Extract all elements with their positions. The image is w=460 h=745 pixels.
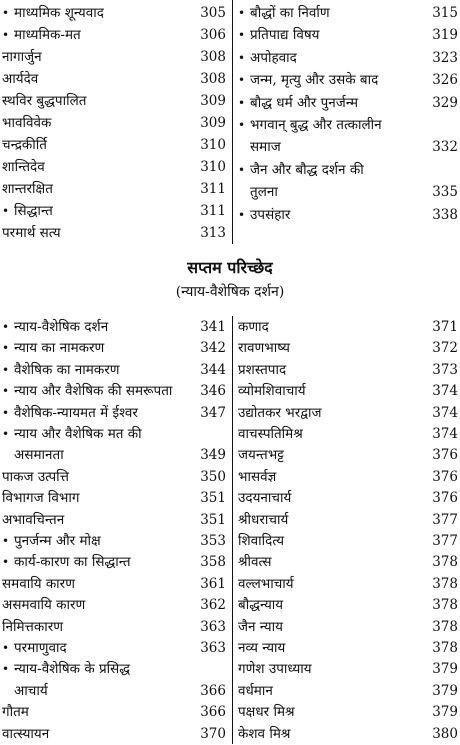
toc-entry-page: 379 (432, 704, 458, 721)
toc-entry (238, 114, 458, 136)
toc-entry-title: परमार्थ सत्य (2, 225, 61, 241)
toc-entry-title: गणेश उपाध्याय (238, 661, 312, 678)
toc-entry-page: 362 (200, 597, 226, 614)
toc-entry-title: कार्य-कारण का सिद्धान्त (14, 554, 131, 571)
toc-entry-page: 372 (432, 340, 458, 357)
toc-entry-page: 378 (432, 554, 458, 571)
toc-entry (250, 136, 458, 158)
toc-entry (2, 402, 226, 424)
toc-entry (2, 359, 226, 381)
toc-entry-title: भावविवेक (2, 115, 52, 131)
toc-entry (2, 156, 226, 178)
toc-entry-title: कणाद (238, 319, 269, 335)
column-divider-top (232, 0, 233, 244)
toc-entry-page: 376 (432, 447, 458, 464)
bullet-icon: • (2, 28, 10, 42)
toc-entry-page: 350 (200, 468, 226, 485)
toc-entry-page: 332 (432, 139, 458, 156)
toc-entry (2, 723, 226, 745)
toc-entry-title: असमवायि कारण (2, 597, 86, 614)
toc-entry (238, 69, 458, 91)
toc-entry (238, 24, 458, 46)
toc-entry-page: 319 (432, 27, 458, 44)
toc-entry-page: 361 (200, 575, 226, 592)
toc-entry-title: अभावचिन्तन (2, 511, 65, 528)
toc-entry (238, 487, 458, 509)
bullet-icon: • (238, 207, 246, 222)
toc-entry-page: 370 (200, 725, 226, 742)
bullet-icon: • (2, 320, 10, 334)
toc-entry-title: श्रीधराचार्य (238, 511, 289, 528)
toc-entry-title: उदयनाचार्य (238, 490, 292, 507)
toc-entry-title: जयन्तभट्ट (238, 447, 284, 464)
toc-entry-page: 379 (432, 661, 458, 678)
toc-entry (2, 701, 226, 723)
toc-entry (250, 181, 458, 203)
toc-entry-page: 376 (432, 490, 458, 507)
toc-entry-title: शिवादित्य (238, 533, 285, 549)
toc-entry-page: 308 (200, 49, 226, 65)
toc-entry-title: आचार्य (14, 682, 48, 699)
toc-entry-page: 335 (432, 184, 458, 201)
toc-entry-title: जैन न्याय (238, 618, 283, 635)
toc-entry (238, 616, 458, 638)
toc-entry (2, 178, 226, 200)
bullet-icon: • (238, 28, 246, 43)
toc-entry-title: वैशेषिक-न्यायमत में ईश्वर (14, 404, 138, 421)
bullet-icon: • (2, 405, 10, 420)
toc-entry-title: चन्द्रकीर्ति (2, 137, 47, 153)
toc-entry (2, 337, 226, 359)
toc-entry-page: 326 (432, 72, 458, 89)
toc-entry-page: 378 (432, 618, 458, 635)
toc-entry (238, 701, 458, 723)
toc-entry (2, 24, 226, 46)
toc-entry-title: प्रतिपाद्य विषय (250, 27, 320, 44)
toc-entry-title: श्रीवत्स (238, 554, 272, 571)
bullet-icon: • (2, 341, 10, 356)
bullet-icon: • (2, 384, 10, 399)
toc-entry (2, 509, 226, 531)
toc-entry-page: 353 (200, 533, 226, 549)
toc-entry (238, 444, 458, 466)
toc-entry (238, 316, 458, 338)
toc-entry (238, 573, 458, 595)
toc-entry (238, 159, 458, 181)
toc-entry-title: गौतम (2, 704, 29, 721)
toc-entry (238, 337, 458, 359)
toc-entry-title: वर्धमान (238, 682, 273, 699)
toc-entry-page: 351 (200, 511, 226, 528)
toc-entry-title: शान्तरक्षित (2, 181, 53, 197)
toc-entry (238, 2, 458, 24)
toc-entry-page: 309 (200, 93, 226, 109)
toc-entry-page: 346 (200, 383, 226, 400)
toc-entry-title: अपोहवाद (250, 49, 297, 66)
bullet-icon: • (238, 162, 246, 177)
toc-entry-page: 380 (432, 725, 458, 742)
toc-entry-title: शान्तिदेव (2, 159, 45, 175)
toc-entry-title: पक्षधर मिश्र (238, 704, 295, 721)
toc-entry-page: 308 (200, 71, 226, 87)
toc-entry (238, 551, 458, 573)
toc-entry-page: 305 (200, 5, 226, 21)
column-divider-bottom (232, 316, 233, 744)
toc-entry-page: 306 (200, 27, 226, 43)
toc-entry-title: स्थविर बुद्धपालित (2, 93, 87, 109)
bullet-icon: • (238, 118, 246, 132)
toc-entry-page: 309 (200, 115, 226, 131)
toc-entry-page: 338 (432, 206, 458, 223)
bullet-icon: • (238, 73, 246, 88)
bullet-icon: • (2, 662, 10, 677)
toc-entry-page: 363 (200, 618, 226, 635)
toc-entry-page: 378 (432, 597, 458, 614)
bullet-icon: • (238, 6, 246, 20)
bullet-icon: • (238, 95, 246, 110)
bullet-icon: • (238, 50, 246, 65)
toc-entry (238, 466, 458, 488)
toc-entry (238, 380, 458, 402)
toc-entry-title: समवायि कारण (2, 575, 75, 592)
toc-entry (238, 204, 458, 226)
toc-entry-page: 376 (432, 468, 458, 485)
toc-entry-title: जन्म, मृत्यु और उसके बाद (250, 72, 379, 89)
toc-entry-page: 378 (432, 640, 458, 656)
toc-entry (14, 444, 226, 466)
toc-entry (238, 658, 458, 680)
toc-entry-page: 313 (200, 225, 226, 241)
toc-entry-title: असमानता (14, 447, 64, 464)
toc-entry-page: 371 (432, 319, 458, 335)
toc-entry (2, 658, 226, 680)
toc-entry-title: बौद्ध धर्म और पुनर्जन्म (250, 94, 359, 111)
toc-entry-page: 310 (200, 137, 226, 153)
toc-entry-title: प्रशस्तपाद (238, 361, 287, 378)
toc-entry-page: 344 (200, 361, 226, 378)
toc-entry-title: नागार्जुन (2, 49, 42, 65)
toc-entry-title: न्याय और वैशेषिक मत की (14, 426, 142, 442)
toc-entry (238, 637, 458, 659)
toc-entry (2, 423, 226, 445)
toc-entry (2, 530, 226, 552)
toc-entry-page: 374 (432, 383, 458, 400)
toc-entry-title: रावणभाष्य (238, 340, 290, 357)
toc-entry-title: वैशेषिक का नामकरण (14, 361, 120, 378)
toc-entry-page: 315 (432, 5, 458, 21)
toc-entry-page: 379 (432, 682, 458, 699)
toc-entry-page: 311 (200, 203, 226, 219)
toc-entry-page: 341 (200, 319, 226, 335)
toc-entry-title: न्याय का नामकरण (14, 340, 105, 357)
toc-entry-page: 366 (200, 682, 226, 699)
toc-entry-title: न्याय-वैशेषिक दर्शन (14, 319, 109, 335)
bullet-icon: • (2, 204, 10, 218)
toc-entry-title: भासर्वज्ञ (238, 468, 277, 485)
toc-entry (238, 680, 458, 702)
toc-entry (2, 2, 226, 24)
toc-entry (2, 616, 226, 638)
toc-entry (2, 637, 226, 659)
toc-entry-page: 378 (432, 575, 458, 592)
toc-entry-title: जैन और बौद्ध दर्शन की (250, 161, 364, 178)
toc-entry-title: न्याय और वैशेषिक की समरूपता (14, 383, 173, 400)
toc-entry (2, 90, 226, 112)
toc-entry-page: 323 (432, 49, 458, 66)
toc-entry (238, 92, 458, 114)
toc-entry-title: समाज (250, 139, 281, 156)
toc-entry (2, 200, 226, 222)
toc-entry-title: वाचस्पतिमिश्र (238, 426, 303, 442)
toc-entry (2, 466, 226, 488)
bullet-icon: • (2, 534, 10, 548)
toc-entry-page: 329 (432, 94, 458, 111)
toc-entry-page: 351 (200, 490, 226, 507)
toc-entry-title: बौद्धन्याय (238, 597, 284, 614)
toc-entry-page: 349 (200, 447, 226, 464)
toc-entry-title: व्योमशिवाचार्य (238, 383, 306, 400)
toc-entry (238, 423, 458, 445)
toc-entry (2, 551, 226, 573)
toc-entry-title: नव्य न्याय (238, 640, 286, 656)
toc-entry (2, 112, 226, 134)
toc-entry-title: न्याय-वैशेषिक के प्रसिद्ध (14, 661, 131, 678)
toc-entry (2, 316, 226, 338)
toc-entry-title: केशव मिश्र (238, 725, 291, 742)
toc-entry-title: निमित्तकारण (2, 618, 64, 635)
toc-entry-title: पुनर्जन्म और मोक्ष (14, 533, 101, 549)
toc-entry-title: तुलना (250, 184, 278, 201)
toc-entry-title: भगवान् बुद्ध और तत्कालीन (250, 117, 382, 133)
toc-entry-title: परमाणुवाद (14, 640, 67, 656)
toc-entry (2, 46, 226, 68)
toc-entry (2, 594, 226, 616)
bullet-icon: • (2, 427, 10, 441)
bullet-icon: • (2, 555, 10, 570)
toc-entry-page: 311 (200, 181, 226, 197)
toc-entry-title: आर्यदेव (2, 71, 39, 87)
toc-entry (238, 47, 458, 69)
toc-entry-title: वल्लभाचार्य (238, 575, 294, 592)
toc-entry-title: पाकज उत्पत्ति (2, 468, 69, 485)
toc-entry-title: माध्यमिक शून्यवाद (14, 5, 104, 21)
toc-entry-page: 374 (432, 426, 458, 442)
toc-entry (14, 680, 226, 702)
toc-entry-page: 366 (200, 704, 226, 721)
bullet-icon: • (2, 362, 10, 377)
toc-entry-title: विभागज विभाग (2, 490, 80, 507)
toc-entry-page: 377 (432, 533, 458, 549)
toc-entry-page: 374 (432, 404, 458, 421)
toc-entry (238, 402, 458, 424)
toc-entry-page: 358 (200, 554, 226, 571)
chapter-title: सप्तम परिच्छेद (187, 258, 273, 277)
bullet-icon: • (2, 641, 10, 655)
toc-entry (238, 594, 458, 616)
toc-entry-title: उद्योतकर भरद्वाज (238, 404, 322, 421)
toc-entry (2, 134, 226, 156)
toc-entry-title: सिद्धान्त (14, 203, 53, 219)
toc-entry-title: बौद्धों का निर्वाण (250, 5, 330, 21)
chapter-subtitle: (न्याय-वैशेषिक दर्शन) (175, 284, 285, 300)
toc-entry-title: उपसंहार (250, 206, 291, 223)
toc-entry (2, 487, 226, 509)
toc-entry-page: 347 (200, 404, 226, 421)
toc-entry-page: 373 (432, 361, 458, 378)
toc-entry (238, 359, 458, 381)
toc-entry-page: 377 (432, 511, 458, 528)
bullet-icon: • (2, 6, 10, 20)
toc-entry (2, 222, 226, 244)
toc-entry-page: 363 (200, 640, 226, 656)
toc-entry (2, 380, 226, 402)
toc-entry (238, 530, 458, 552)
toc-entry-title: वात्स्यायन (2, 725, 50, 742)
toc-entry-title: माध्यमिक-मत (14, 27, 81, 43)
toc-entry-page: 310 (200, 159, 226, 175)
toc-entry (238, 509, 458, 531)
toc-entry (2, 68, 226, 90)
toc-entry (238, 723, 458, 745)
toc-entry-page: 342 (200, 340, 226, 357)
toc-entry (2, 573, 226, 595)
